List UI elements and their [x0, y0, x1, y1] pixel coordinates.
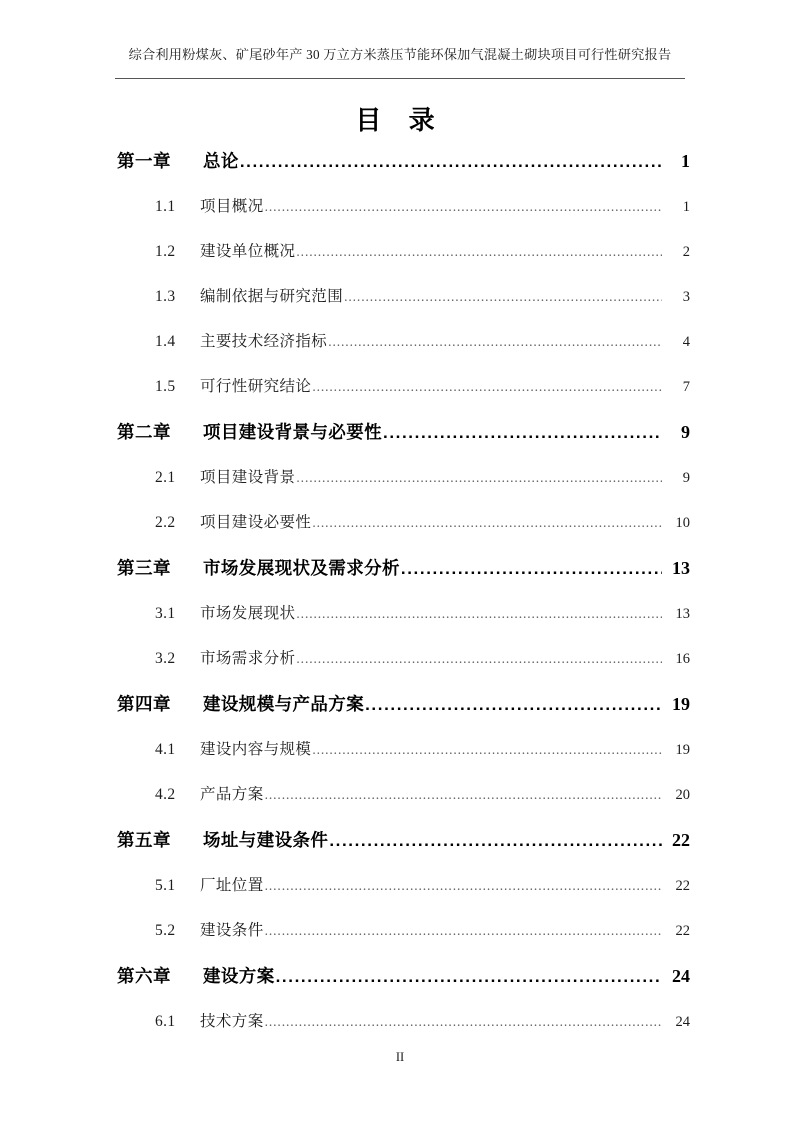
toc-section-entry[interactable] [0, 239, 800, 284]
toc-entry-label: 市场需求分析 [200, 650, 296, 667]
toc-entry-number: 2.1 [155, 469, 176, 486]
toc-entry-label: 建设条件 [200, 922, 264, 939]
toc-entry-page-number: 24 [675, 1014, 690, 1030]
toc-section-entry[interactable] [0, 510, 800, 555]
toc-entry-number: 第二章 [117, 422, 171, 442]
page-title: 目 录 [355, 105, 445, 135]
toc-leader-dots [296, 651, 662, 667]
toc-section-entry[interactable] [0, 873, 800, 918]
toc-entry-page-number: 10 [675, 515, 690, 531]
toc-entry-label: 编制依据与研究范围 [200, 288, 344, 305]
toc-leader-dots [276, 967, 662, 985]
toc-entry-number: 第五章 [117, 830, 171, 850]
toc-chapter-entry[interactable] [0, 963, 800, 1009]
toc-chapter-entry[interactable] [0, 555, 800, 601]
toc-entry-page-number: 4 [682, 334, 690, 350]
toc-section-entry[interactable] [0, 194, 800, 239]
toc-entry-page-number: 3 [682, 289, 690, 305]
toc-chapter-entry[interactable] [0, 827, 800, 873]
toc-entry-page-number: 1 [682, 199, 690, 215]
toc-entry-label: 建设内容与规模 [200, 741, 312, 758]
toc-entry-label: 项目建设背景 [200, 469, 296, 486]
toc-section-entry[interactable] [0, 782, 800, 827]
toc-entry-page-number: 13 [672, 558, 690, 578]
toc-leader-dots [365, 695, 662, 713]
toc-entry-number: 1.5 [155, 378, 176, 395]
toc-entry-number: 5.2 [155, 922, 176, 939]
toc-entry-number: 2.2 [155, 514, 176, 531]
toc-leader-dots [265, 199, 662, 215]
toc-leader-dots [265, 1014, 662, 1030]
toc-entry-number: 第一章 [117, 151, 171, 171]
toc-leader-dots [265, 787, 662, 803]
toc-entry-number: 4.2 [155, 786, 176, 803]
toc-section-entry[interactable] [0, 646, 800, 691]
toc-leader-dots [344, 289, 662, 305]
toc-entry-number: 1.4 [155, 333, 176, 350]
toc-entry-number: 1.1 [155, 198, 176, 215]
toc-section-entry[interactable] [0, 918, 800, 963]
toc-entry-label: 市场发展现状 [200, 605, 296, 622]
toc-entry-label: 项目概况 [200, 198, 264, 215]
toc-leader-dots [296, 244, 662, 260]
toc-leader-dots [265, 923, 662, 939]
toc-entry-number: 5.1 [155, 877, 176, 894]
toc-entry-page-number: 7 [682, 379, 690, 395]
toc-section-entry[interactable] [0, 465, 800, 510]
footer-page-number: II [395, 1050, 405, 1064]
header-divider [115, 78, 685, 79]
toc-entry-label: 建设方案 [203, 966, 275, 986]
table-of-contents [0, 148, 800, 1054]
toc-entry-label: 产品方案 [200, 786, 264, 803]
toc-entry-label: 建设规模与产品方案 [203, 694, 365, 714]
toc-leader-dots [401, 559, 662, 577]
toc-entry-page-number: 1 [681, 151, 690, 171]
toc-entry-page-number: 2 [682, 244, 690, 260]
toc-entry-label: 建设单位概况 [200, 243, 296, 260]
toc-entry-number: 1.3 [155, 288, 176, 305]
toc-entry-number: 3.1 [155, 605, 176, 622]
toc-entry-label: 总论 [203, 151, 239, 171]
toc-section-entry[interactable] [0, 601, 800, 646]
toc-entry-number: 第三章 [117, 558, 171, 578]
toc-entry-number: 3.2 [155, 650, 176, 667]
toc-leader-dots [383, 423, 662, 441]
toc-entry-number: 1.2 [155, 243, 176, 260]
toc-entry-page-number: 13 [675, 606, 690, 622]
toc-section-entry[interactable] [0, 1009, 800, 1054]
toc-entry-page-number: 19 [672, 694, 690, 714]
toc-entry-page-number: 22 [675, 878, 690, 894]
toc-entry-page-number: 22 [672, 830, 690, 850]
toc-entry-label: 场址与建设条件 [203, 830, 329, 850]
toc-leader-dots [329, 831, 662, 849]
toc-leader-dots [312, 742, 662, 758]
toc-leader-dots [265, 878, 662, 894]
toc-entry-number: 6.1 [155, 1013, 176, 1030]
toc-section-entry[interactable] [0, 374, 800, 419]
toc-entry-page-number: 16 [675, 651, 690, 667]
toc-entry-label: 项目建设背景与必要性 [203, 422, 382, 442]
running-header [115, 46, 685, 64]
toc-entry-label: 主要技术经济指标 [200, 333, 328, 350]
toc-entry-page-number: 20 [675, 787, 690, 803]
toc-entry-label: 可行性研究结论 [200, 378, 312, 395]
toc-leader-dots [240, 152, 662, 170]
toc-section-entry[interactable] [0, 737, 800, 782]
toc-leader-dots [296, 606, 662, 622]
toc-leader-dots [312, 515, 662, 531]
toc-chapter-entry[interactable] [0, 691, 800, 737]
toc-entry-page-number: 9 [682, 470, 690, 486]
toc-entry-number: 第四章 [117, 694, 171, 714]
toc-entry-label: 项目建设必要性 [200, 514, 312, 531]
toc-entry-label: 技术方案 [200, 1013, 264, 1030]
toc-entry-page-number: 24 [672, 966, 690, 986]
toc-leader-dots [328, 334, 662, 350]
toc-entry-number: 4.1 [155, 741, 176, 758]
toc-leader-dots [312, 379, 662, 395]
toc-entry-page-number: 19 [675, 742, 690, 758]
toc-entry-number: 第六章 [117, 966, 171, 986]
toc-entry-page-number: 9 [681, 422, 690, 442]
toc-entry-label: 市场发展现状及需求分析 [203, 558, 400, 578]
toc-entry-page-number: 22 [675, 923, 690, 939]
toc-chapter-entry[interactable] [0, 419, 800, 465]
toc-chapter-entry[interactable] [0, 148, 800, 194]
toc-section-entry[interactable] [0, 284, 800, 329]
toc-leader-dots [296, 470, 662, 486]
running-header-text: 综合利用粉煤灰、矿尾砂年产 30 万立方米蒸压节能环保加气混凝土砌块项目可行性研究报告 [128, 47, 672, 62]
toc-entry-label: 厂址位置 [200, 877, 264, 894]
toc-section-entry[interactable] [0, 329, 800, 374]
